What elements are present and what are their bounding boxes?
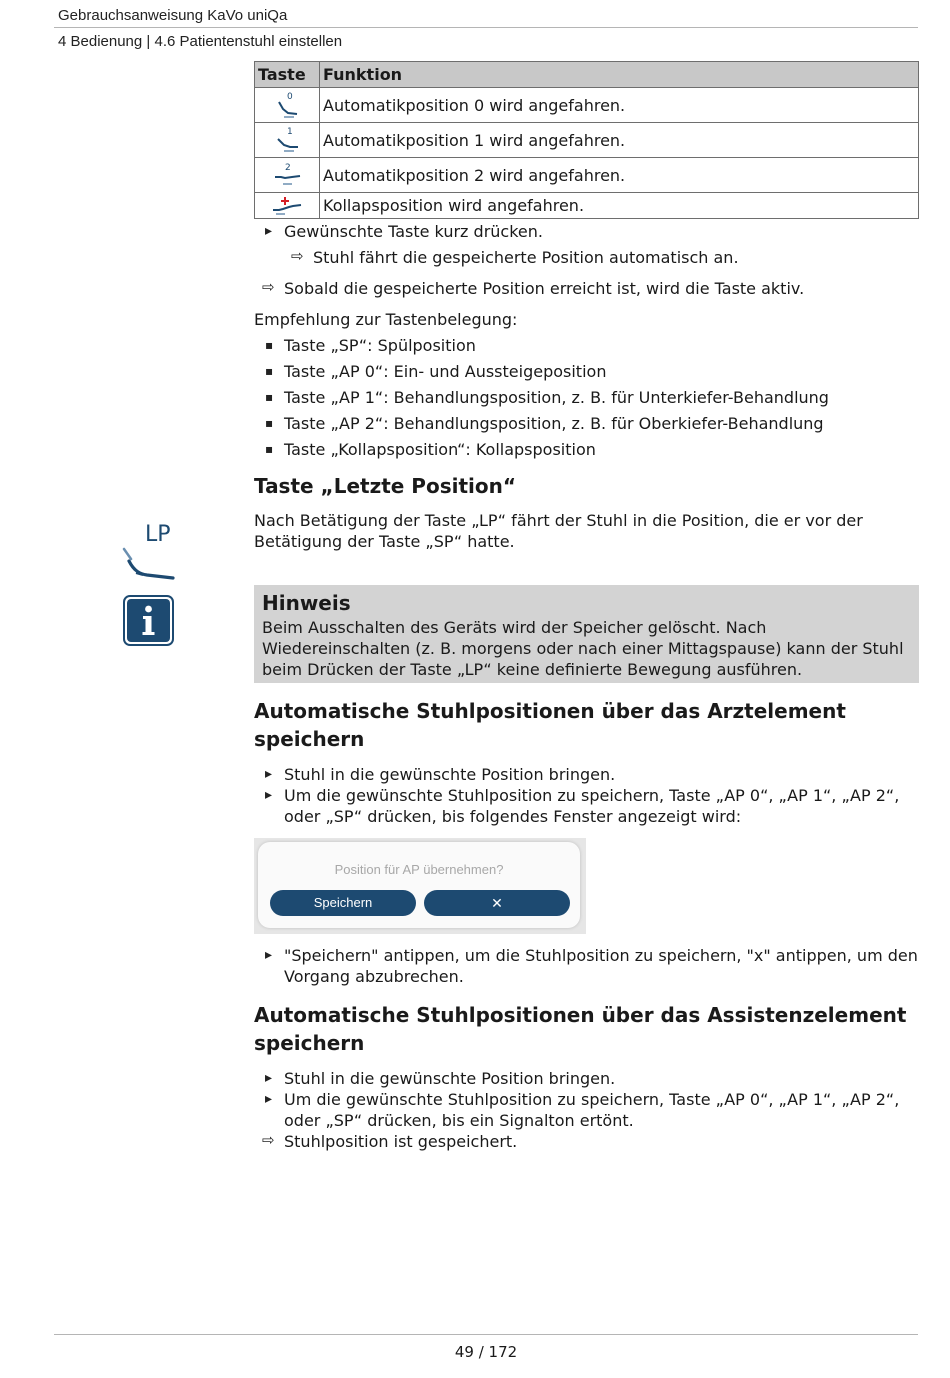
- result-step: ⇨ Stuhl fährt die gespeicherte Position automatisch an.: [254, 247, 919, 268]
- note-text: Beim Ausschalten des Geräts wird der Speicher gelöscht. Nach Wiedereinschalten (z. B. morgens oder nach einer Mittagspause) kann der Stuhl beim Drücken der Taste „LP“ keine definierte Bewegung ausführen.: [262, 618, 904, 679]
- table-row: [255, 123, 919, 158]
- section-heading-assistant-element: Automatische Stuhlpositionen über das Assistenzelement speichern: [254, 1003, 907, 1055]
- page-number: 49 / 172: [454, 1343, 518, 1361]
- dialog-prompt: Position für AP übernehmen?: [334, 862, 504, 877]
- save-position-dialog: [258, 842, 580, 928]
- info-icon: [123, 595, 174, 650]
- table-row: [255, 158, 919, 193]
- last-position-icon: [116, 517, 180, 587]
- main-content: [254, 61, 919, 1152]
- chair-position-0-icon: [272, 90, 302, 120]
- function-cell: Automatikposition 2 wird angefahren.: [320, 158, 919, 193]
- note-box: [254, 585, 919, 683]
- function-cell: Automatikposition 0 wird angefahren.: [320, 88, 919, 123]
- svg-text:2: 2: [285, 163, 291, 173]
- instruction-step: ▸ Gewünschte Taste kurz drücken.: [254, 221, 919, 242]
- instruction-step: ▸ Stuhl in die gewünschte Position bringen.: [254, 764, 919, 785]
- function-cell: Automatikposition 1 wird angefahren.: [320, 123, 919, 158]
- list-item: ▪ Taste „AP 0“: Ein- und Aussteigeposition: [254, 361, 919, 382]
- note-title: Hinweis: [262, 591, 351, 615]
- breadcrumb: 4 Bedienung | 4.6 Patientenstuhl einstellen: [58, 33, 343, 50]
- collapse-position-icon: [271, 195, 303, 217]
- svg-text:0: 0: [287, 92, 293, 102]
- footer-divider: [54, 1334, 918, 1335]
- chair-position-2-icon: [272, 160, 302, 190]
- chair-position-1-icon: [272, 125, 302, 155]
- recommendation-intro: Empfehlung zur Tastenbelegung:: [254, 310, 518, 329]
- key-cell: [255, 123, 320, 158]
- recommendation-list: [254, 335, 919, 460]
- function-cell: Kollapsposition wird angefahren.: [320, 193, 919, 219]
- section-heading-doctor-element: Automatische Stuhlpositionen über das Arztelement speichern: [254, 699, 846, 751]
- save-button[interactable]: Speichern: [270, 890, 416, 916]
- instruction-step: ▸ "Speichern" antippen, um die Stuhlposition zu speichern, "x" antippen, um den Vorgang abzubrechen.: [254, 945, 919, 987]
- result-step: ⇨ Stuhlposition ist gespeichert.: [254, 1131, 919, 1152]
- table-row: [255, 193, 919, 219]
- key-function-table: [254, 61, 919, 219]
- document-title: Gebrauchsanweisung KaVo uniQa: [58, 7, 288, 24]
- result-step: ⇨ Sobald die gespeicherte Position erreicht ist, wird die Taste aktiv.: [254, 278, 919, 299]
- key-cell: [255, 88, 320, 123]
- list-item: ▪ Taste „SP“: Spülposition: [254, 335, 919, 356]
- table-row: [255, 88, 919, 123]
- svg-text:1: 1: [287, 127, 293, 137]
- key-cell: [255, 158, 320, 193]
- dialog-screenshot: [254, 838, 586, 934]
- list-item: ▪ Taste „Kollapsposition“: Kollapsposition: [254, 439, 919, 460]
- instruction-step: ▸ Um die gewünschte Stuhlposition zu speichern, Taste „AP 0“, „AP 1“, „AP 2“, oder „SP“ drücken, bis folgendes Fenster angezeigt wird:: [254, 785, 919, 827]
- table-header-row: [255, 62, 919, 88]
- key-cell: [255, 193, 320, 219]
- column-header-function: Funktion: [320, 62, 919, 88]
- instruction-step: ▸ Um die gewünschte Stuhlposition zu speichern, Taste „AP 0“, „AP 1“, „AP 2“, oder „SP“ drücken, bis ein Signalton ertönt.: [254, 1089, 919, 1131]
- section-heading-last-position: Taste „Letzte Position“: [254, 474, 516, 498]
- instruction-step: ▸ Stuhl in die gewünschte Position bringen.: [254, 1068, 919, 1089]
- header-divider: [54, 27, 918, 28]
- last-position-text: Nach Betätigung der Taste „LP“ fährt der Stuhl in die Position, die er vor der Betätigung der Taste „SP“ hatte.: [254, 511, 863, 551]
- last-position-icon-label: LP: [145, 522, 171, 547]
- list-item: ▪ Taste „AP 2“: Behandlungsposition, z. B. für Oberkiefer-Behandlung: [254, 413, 919, 434]
- cancel-button[interactable]: ✕: [424, 890, 570, 916]
- list-item: ▪ Taste „AP 1“: Behandlungsposition, z. B. für Unterkiefer-Behandlung: [254, 387, 919, 408]
- column-header-key: Taste: [255, 62, 320, 88]
